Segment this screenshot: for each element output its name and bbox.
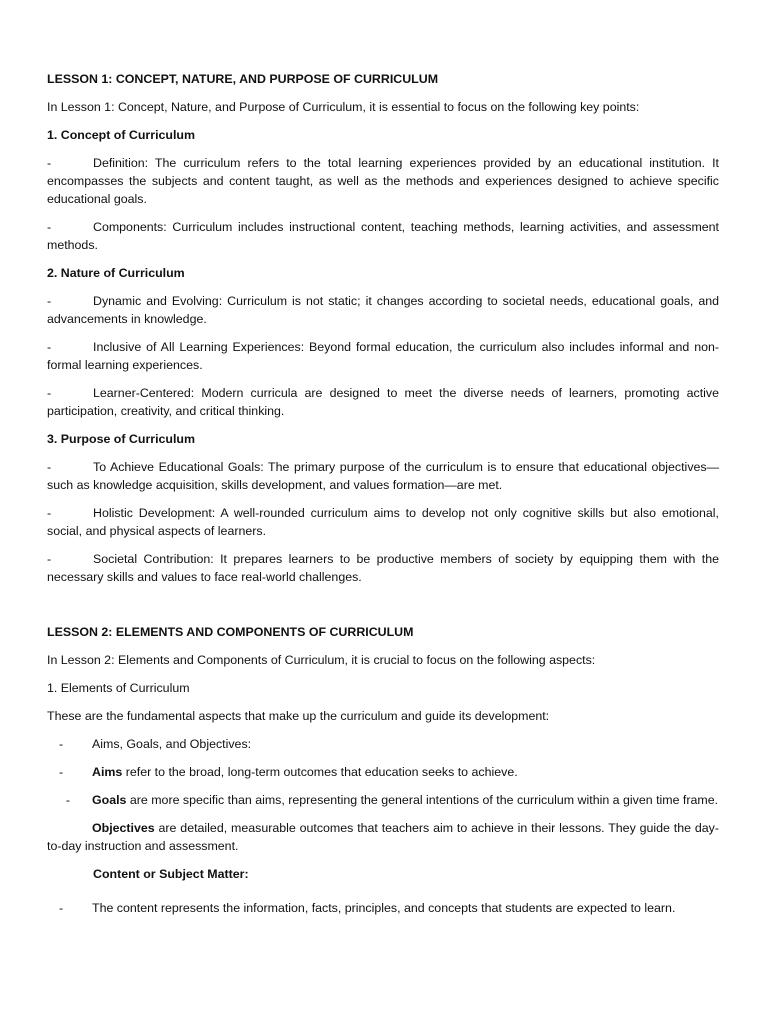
dash-bullet: - [59, 901, 64, 915]
dash-bullet: - [59, 737, 64, 751]
objectives-term: Objectives [92, 821, 155, 835]
aims-description: refer to the broad, long-term outcomes that education seeks to achieve. [122, 765, 518, 779]
lesson2-title: LESSON 2: ELEMENTS AND COMPONENTS OF CURRICULUM [47, 625, 414, 639]
dash-bullet: - [47, 552, 52, 566]
list-item [47, 154, 719, 208]
section-spacer [47, 596, 719, 623]
aims-goals-objectives-label: Aims, Goals, and Objectives: [92, 737, 252, 751]
goals-description: are more specific than aims, representing the general intentions of the curriculum within a given time frame. [126, 793, 719, 807]
list-item-text: Dynamic and Evolving: Curriculum is not static; it changes according to societal needs, educational goals, and advancements in knowledge. [47, 294, 719, 326]
lesson1-title: LESSON 1: CONCEPT, NATURE, AND PURPOSE OF CURRICULUM [47, 72, 439, 86]
section-nature-heading: 2. Nature of Curriculum [47, 266, 185, 280]
list-item [47, 550, 719, 586]
lesson2-intro: In Lesson 2: Elements and Components of Curriculum, it is crucial to focus on the following aspects: [47, 653, 596, 667]
aims-term: Aims [92, 765, 123, 779]
dash-bullet: - [47, 506, 52, 520]
list-item-text: Learner-Centered: Modern curricula are designed to meet the diverse needs of learners, promoting active participation, creativity, and critical thinking. [47, 386, 719, 418]
list-item [47, 338, 719, 374]
list-item [47, 504, 719, 540]
dash-bullet: - [47, 156, 52, 170]
document-body [47, 70, 719, 927]
content-item-text: The content represents the information, facts, principles, and concepts that students are expected to learn. [92, 901, 676, 915]
dash-bullet: - [47, 220, 52, 234]
list-item [47, 899, 719, 917]
elements-intro: These are the fundamental aspects that make up the curriculum and guide its development: [47, 709, 550, 723]
objectives-description: are detailed, measurable outcomes that teachers aim to achieve in their lessons. They guide the day-to-day instruction and assessment. [47, 821, 719, 853]
list-item-text: Inclusive of All Learning Experiences: Beyond formal education, the curriculum also includes informal and non-formal learning experiences. [47, 340, 719, 372]
dash-bullet: - [59, 765, 64, 779]
dash-bullet: - [65, 793, 70, 807]
list-item [47, 791, 719, 809]
list-item [47, 763, 719, 781]
lesson1-intro: In Lesson 1: Concept, Nature, and Purpose of Curriculum, it is essential to focus on the following key points: [47, 100, 640, 114]
goals-term: Goals [92, 793, 127, 807]
section-purpose-heading: 3. Purpose of Curriculum [47, 432, 196, 446]
list-item-text: Holistic Development: A well-rounded curriculum aims to develop not only cognitive skills but also emotional, social, and physical aspects of learners. [47, 506, 719, 538]
dash-bullet: - [47, 460, 52, 474]
list-item [47, 218, 719, 254]
list-item [47, 458, 719, 494]
list-item-text: To Achieve Educational Goals: The primary purpose of the curriculum is to ensure that educational objectives—such as knowledge acquisition, skills development, and values formation—are met. [47, 460, 719, 492]
section-concept-heading: 1. Concept of Curriculum [47, 128, 196, 142]
list-item-text: Components: Curriculum includes instructional content, teaching methods, learning activities, and assessment methods. [47, 220, 719, 252]
list-item [47, 384, 719, 420]
dash-bullet: - [47, 340, 52, 354]
list-item-text: Definition: The curriculum refers to the total learning experiences provided by an educational institution. It encompasses the subjects and content taught, as well as the methods and experiences designed to achieve specific educational goals. [47, 156, 719, 206]
list-item-text: Societal Contribution: It prepares learners to be productive members of society by equipping them with the necessary skills and values to face real-world challenges. [47, 552, 719, 584]
list-item [47, 735, 719, 753]
dash-bullet: - [47, 386, 52, 400]
elements-heading: 1. Elements of Curriculum [47, 681, 190, 695]
bullet-lead [47, 791, 92, 809]
list-item [47, 292, 719, 328]
list-item [47, 819, 719, 855]
dash-bullet: - [47, 294, 52, 308]
aims-text [92, 763, 518, 781]
content-heading: Content or Subject Matter: [93, 867, 249, 881]
